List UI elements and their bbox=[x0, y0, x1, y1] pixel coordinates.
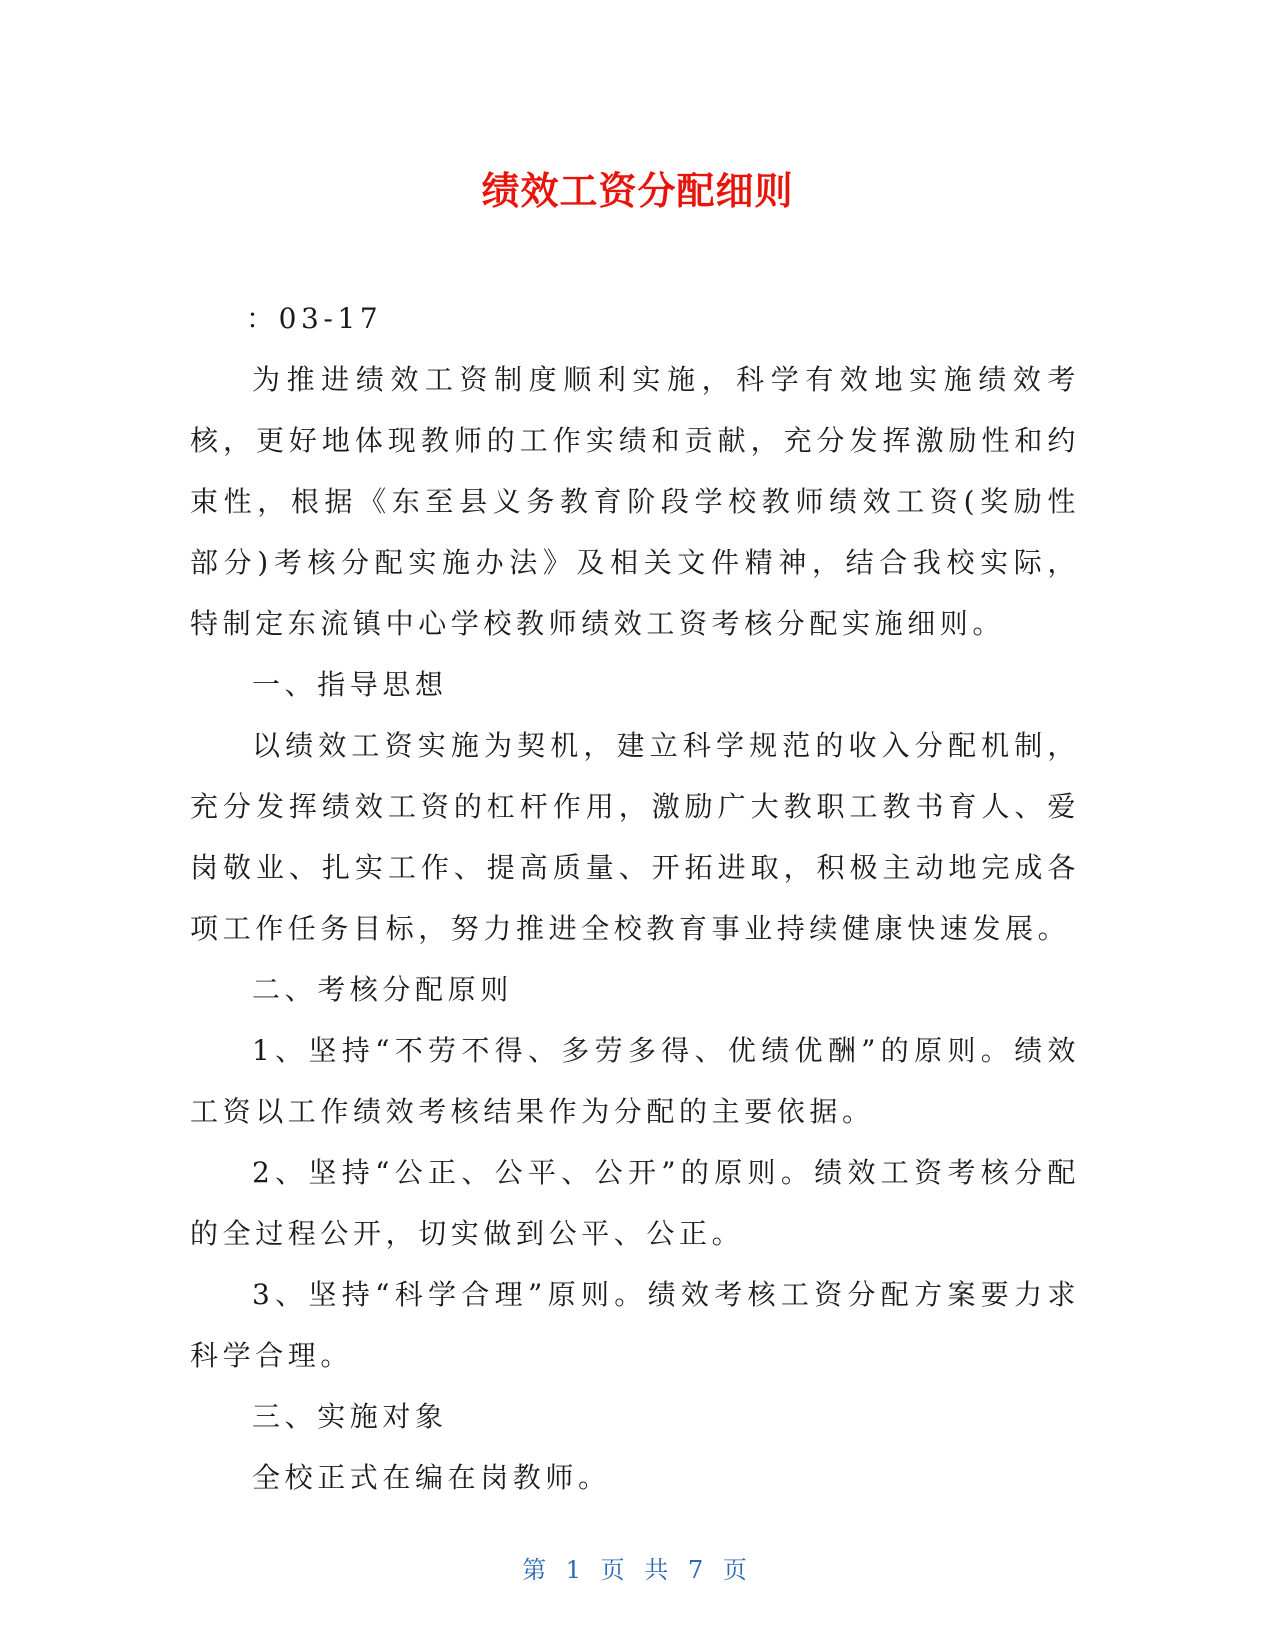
paragraph-intro: 为推进绩效工资制度顺利实施，科学有效地实施绩效考核，更好地体现教师的工作实绩和贡献，充分发挥激励性和约束性，根据《东至县义务教育阶段学校教师绩效工资(奖励性部分)考核分配实施办法》及相关文件精神，结合我校实际，特制定东流镇中心学校教师绩效工资考核分配实施细则。 bbox=[190, 363, 1080, 640]
paragraph-guiding-ideology: 以绩效工资实施为契机，建立科学规范的收入分配机制，充分发挥绩效工资的杠杆作用，激励广大教职工教书育人、爱岗敬业、扎实工作、提高质量、开拓进取，积极主动地完成各项工作任务目标，努力推进全校教育事业持续健康快速发展。 bbox=[190, 729, 1080, 945]
section-heading-3: 三、实施对象 bbox=[252, 1400, 448, 1433]
section-heading-1: 一、指导思想 bbox=[252, 668, 448, 701]
document-title: 绩效工资分配细则 bbox=[481, 169, 794, 213]
principle-item-1: 1、坚持“不劳不得、多劳多得、优绩优酬”的原则。绩效工资以工作绩效考核结果作为分配的主要依据。 bbox=[190, 1034, 1080, 1128]
paragraph-scope: 全校正式在编在岗教师。 bbox=[252, 1461, 611, 1494]
page-number: 第 1 页 共 7 页 bbox=[522, 1556, 753, 1584]
section-heading-2: 二、考核分配原则 bbox=[252, 973, 513, 1006]
principle-item-2: 2、坚持“公正、公平、公开”的原则。绩效工资考核分配的全过程公开，切实做到公平、公正。 bbox=[190, 1156, 1080, 1250]
date-line: ：03-17 bbox=[246, 302, 383, 335]
document-body bbox=[190, 288, 1080, 1508]
principle-item-3: 3、坚持“科学合理”原则。绩效考核工资分配方案要力求科学合理。 bbox=[190, 1278, 1080, 1372]
